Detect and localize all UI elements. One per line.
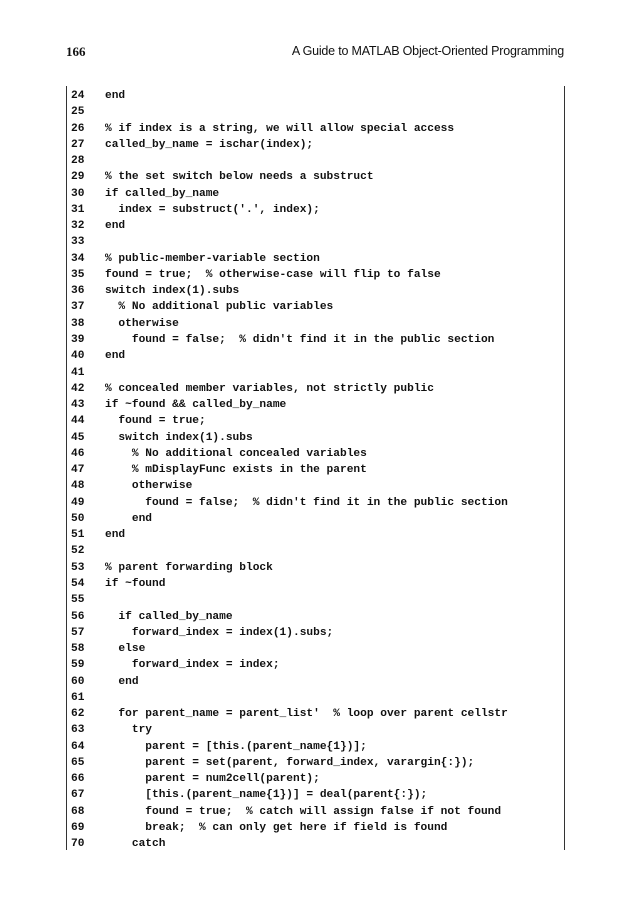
line-number: 30: [71, 187, 85, 200]
code-text: forward_index = index(1).subs;: [105, 626, 334, 639]
code-text: end: [105, 512, 152, 525]
code-lines: [67, 88, 564, 852]
code-line: [67, 787, 564, 803]
line-number: 26: [71, 122, 85, 135]
code-text: break; % can only get here if field is found: [105, 821, 448, 834]
code-line: [67, 495, 564, 511]
code-line: [67, 625, 564, 641]
line-number: 44: [71, 415, 85, 428]
code-text: % mDisplayFunc exists in the parent: [105, 464, 367, 477]
code-text: end: [105, 350, 126, 363]
code-line: [67, 283, 564, 299]
book-title: A Guide to MATLAB Object-Oriented Programming: [291, 44, 564, 58]
line-number: 41: [71, 366, 85, 379]
line-number: 58: [71, 643, 85, 656]
code-text: if called_by_name: [105, 187, 220, 200]
code-text: % the set switch below needs a substruct: [105, 171, 374, 184]
line-number: 55: [71, 594, 85, 607]
line-number: 64: [71, 740, 85, 753]
code-text: end: [105, 675, 139, 688]
code-text: found = false; % didn't find it in the public section: [105, 496, 508, 509]
code-line: [67, 560, 564, 576]
code-line: [67, 121, 564, 137]
line-number: 45: [71, 431, 85, 444]
page-number: 166: [66, 44, 86, 59]
code-line: [67, 381, 564, 397]
code-text: [this.(parent_name{1})] = deal(parent{:});: [105, 789, 428, 802]
line-number: 57: [71, 626, 85, 639]
code-line: [67, 592, 564, 608]
code-line: [67, 755, 564, 771]
code-text: % No additional public variables: [105, 301, 334, 314]
line-number: 32: [71, 220, 85, 233]
code-line: [67, 657, 564, 673]
line-number: 47: [71, 464, 85, 477]
code-text: parent = [this.(parent_name{1})];: [105, 740, 367, 753]
code-text: parent = set(parent, forward_index, varargin{:});: [105, 756, 475, 769]
code-line: [67, 234, 564, 250]
code-line: [67, 316, 564, 332]
line-number: 49: [71, 496, 85, 509]
code-listing: [66, 86, 565, 850]
code-text: found = true; % catch will assign false if not found: [105, 805, 502, 818]
code-line: [67, 267, 564, 283]
line-number: 63: [71, 724, 85, 737]
code-text: switch index(1).subs: [105, 431, 253, 444]
code-line: [67, 478, 564, 494]
line-number: 51: [71, 529, 85, 542]
line-number: 29: [71, 171, 85, 184]
code-line: [67, 771, 564, 787]
code-text: % public-member-variable section: [105, 252, 320, 265]
code-line: [67, 413, 564, 429]
code-text: % concealed member variables, not strictly public: [105, 382, 434, 395]
line-number: 65: [71, 756, 85, 769]
line-number: 67: [71, 789, 85, 802]
line-number: 68: [71, 805, 85, 818]
code-text: called_by_name = ischar(index);: [105, 138, 314, 151]
line-number: 70: [71, 838, 85, 851]
line-number: 34: [71, 252, 85, 265]
code-line: [67, 137, 564, 153]
code-line: [67, 186, 564, 202]
line-number: 46: [71, 447, 85, 460]
code-line: [67, 446, 564, 462]
code-text: % No additional concealed variables: [105, 447, 367, 460]
code-text: parent = num2cell(parent);: [105, 773, 320, 786]
line-number: 27: [71, 138, 85, 151]
line-number: 66: [71, 773, 85, 786]
code-text: found = false; % didn't find it in the public section: [105, 333, 495, 346]
line-number: 40: [71, 350, 85, 363]
line-number: 24: [71, 90, 85, 102]
line-number: 42: [71, 382, 85, 395]
code-line: [67, 641, 564, 657]
code-text: end: [105, 220, 126, 233]
code-line: [67, 153, 564, 169]
code-text: otherwise: [105, 317, 179, 330]
line-number: 35: [71, 268, 85, 281]
line-number: 52: [71, 545, 85, 558]
code-line: [67, 836, 564, 852]
line-number: 56: [71, 610, 85, 623]
code-line: [67, 674, 564, 690]
code-line: [67, 543, 564, 559]
code-line: [67, 218, 564, 234]
line-number: 48: [71, 480, 85, 493]
code-line: [67, 104, 564, 120]
page-header: [66, 44, 564, 62]
line-number: 28: [71, 155, 85, 168]
code-line: [67, 88, 564, 104]
code-line: [67, 609, 564, 625]
code-line: [67, 348, 564, 364]
code-line: [67, 397, 564, 413]
code-line: [67, 820, 564, 836]
code-line: [67, 430, 564, 446]
code-text: catch: [105, 838, 166, 851]
code-text: end: [105, 90, 126, 102]
code-line: [67, 202, 564, 218]
line-number: 53: [71, 561, 85, 574]
code-text: % if index is a string, we will allow special access: [105, 122, 455, 135]
code-text: found = true;: [105, 415, 206, 428]
code-line: [67, 527, 564, 543]
code-text: switch index(1).subs: [105, 285, 240, 298]
line-number: 37: [71, 301, 85, 314]
line-number: 54: [71, 577, 85, 590]
line-number: 36: [71, 285, 85, 298]
line-number: 31: [71, 203, 85, 216]
code-text: try: [105, 724, 152, 737]
code-line: [67, 706, 564, 722]
code-line: [67, 365, 564, 381]
code-line: [67, 722, 564, 738]
line-number: 33: [71, 236, 85, 249]
code-line: [67, 332, 564, 348]
code-text: if ~found: [105, 577, 166, 590]
line-number: 43: [71, 399, 85, 412]
code-line: [67, 299, 564, 315]
code-line: [67, 576, 564, 592]
code-line: [67, 462, 564, 478]
line-number: 25: [71, 106, 85, 119]
code-text: else: [105, 643, 146, 656]
code-line: [67, 169, 564, 185]
code-line: [67, 511, 564, 527]
code-text: forward_index = index;: [105, 659, 280, 672]
code-text: found = true; % otherwise-case will flip to false: [105, 268, 441, 281]
line-number: 69: [71, 821, 85, 834]
code-line: [67, 251, 564, 267]
code-text: if called_by_name: [105, 610, 233, 623]
code-text: % parent forwarding block: [105, 561, 273, 574]
line-number: 39: [71, 333, 85, 346]
code-text: index = substruct('.', index);: [105, 203, 320, 216]
code-line: [67, 690, 564, 706]
code-text: otherwise: [105, 480, 193, 493]
line-number: 61: [71, 691, 85, 704]
line-number: 38: [71, 317, 85, 330]
code-line: [67, 739, 564, 755]
code-text: for parent_name = parent_list' % loop over parent cellstr: [105, 708, 508, 721]
code-text: if ~found && called_by_name: [105, 399, 287, 412]
code-text: end: [105, 529, 126, 542]
line-number: 60: [71, 675, 85, 688]
line-number: 59: [71, 659, 85, 672]
code-line: [67, 804, 564, 820]
line-number: 62: [71, 708, 85, 721]
line-number: 50: [71, 512, 85, 525]
